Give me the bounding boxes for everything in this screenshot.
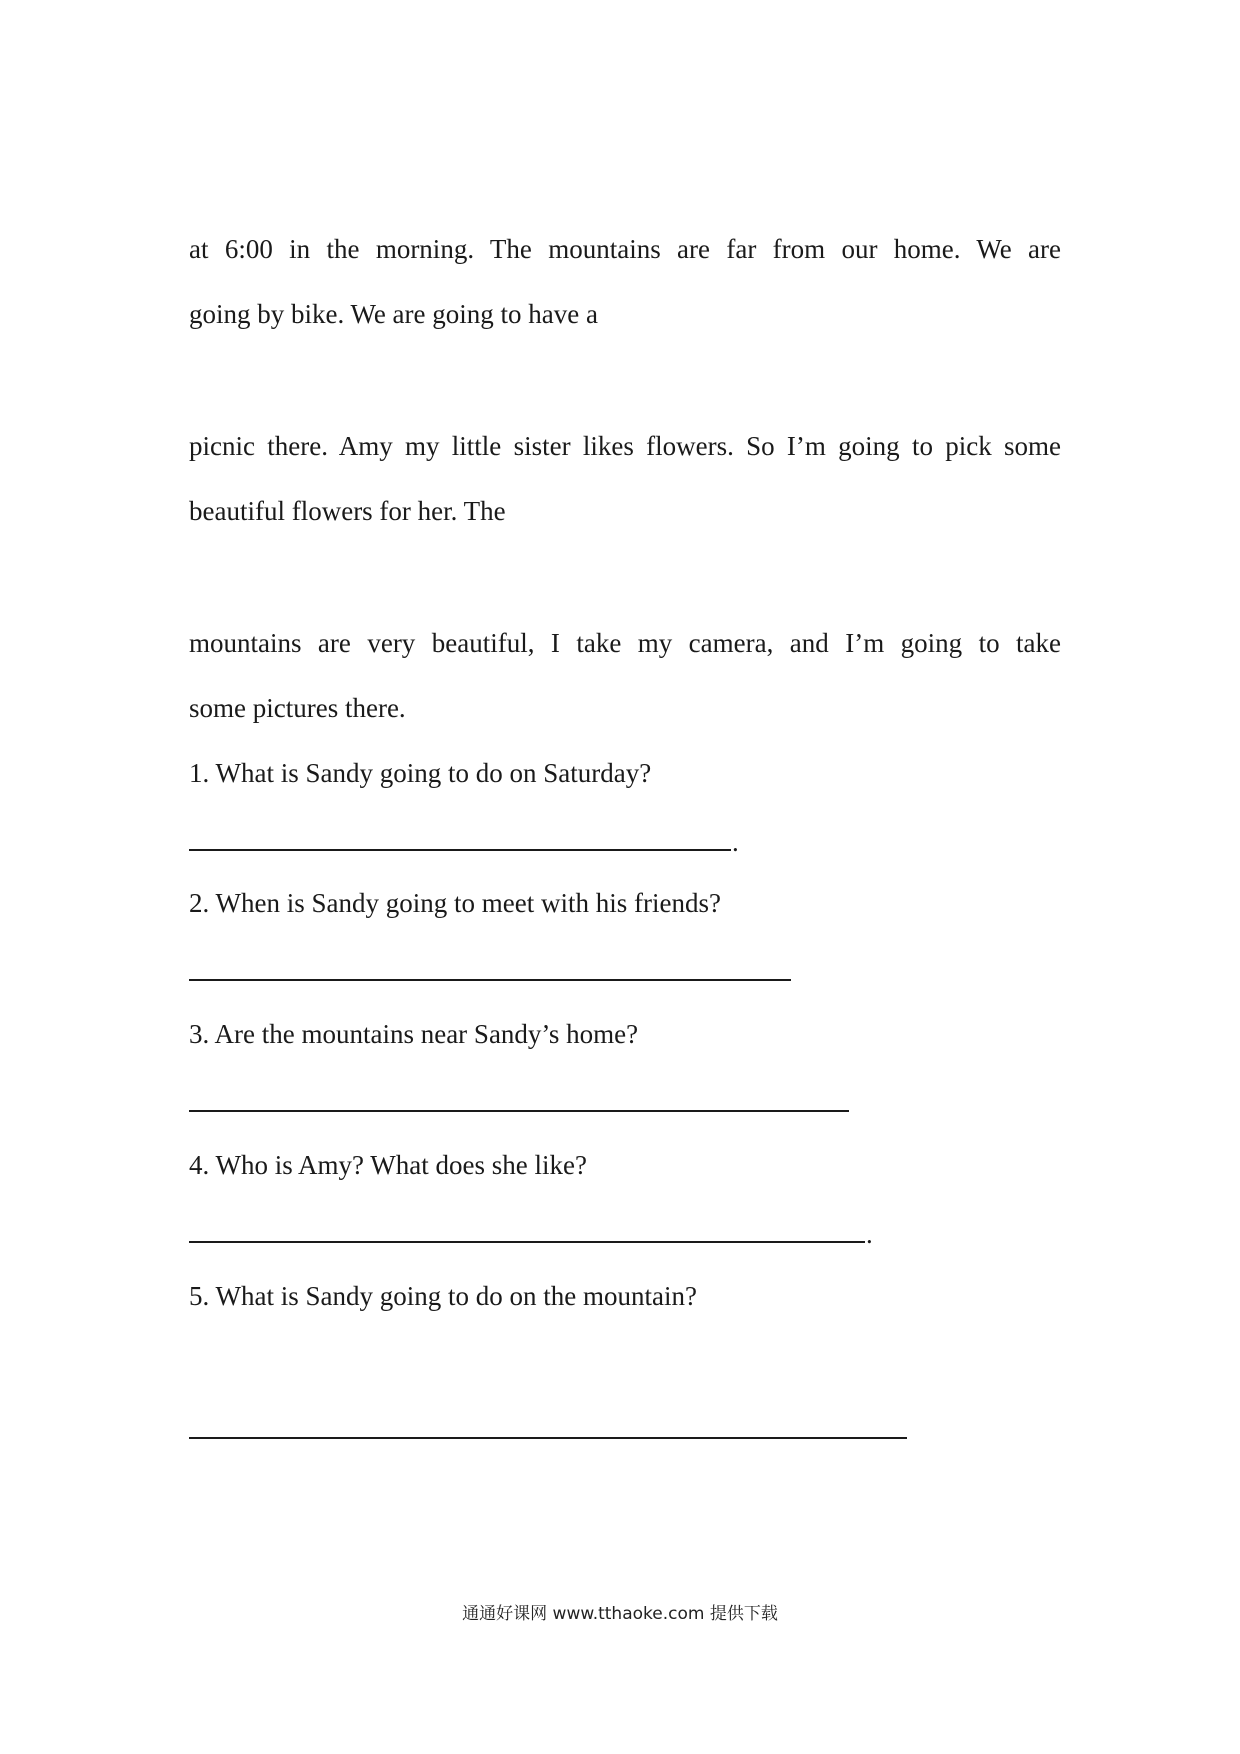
answer-line[interactable] <box>189 1437 907 1439</box>
passage-line: at 6:00 in the morning. The mountains are far from our home. We are <box>189 234 1061 264</box>
answer-suffix: . <box>866 1219 873 1249</box>
answer-line[interactable] <box>189 979 791 981</box>
passage-line: some pictures there. <box>189 693 406 723</box>
question-text: 4. Who is Amy? What does she like? <box>189 1150 587 1180</box>
answer-line[interactable] <box>189 1110 849 1112</box>
passage-line: mountains are very beautiful, I take my camera, and I’m going to take <box>189 628 1061 658</box>
question-text: 3. Are the mountains near Sandy’s home? <box>189 1019 639 1049</box>
question-text: 2. When is Sandy going to meet with his friends? <box>189 888 721 918</box>
answer-line[interactable] <box>189 849 731 851</box>
passage-line: picnic there. Amy my little sister likes flowers. So I’m going to pick some <box>189 431 1061 461</box>
answer-suffix: . <box>732 827 739 857</box>
question-text: 1. What is Sandy going to do on Saturday? <box>189 758 652 788</box>
answer-line[interactable] <box>189 1241 865 1243</box>
passage-line: going by bike. We are going to have a <box>189 299 598 329</box>
footer-source-note: 通通好课网 www.tthaoke.com 提供下载 <box>462 1604 778 1624</box>
question-text: 5. What is Sandy going to do on the mountain? <box>189 1281 697 1311</box>
passage-line: beautiful flowers for her. The <box>189 496 506 526</box>
